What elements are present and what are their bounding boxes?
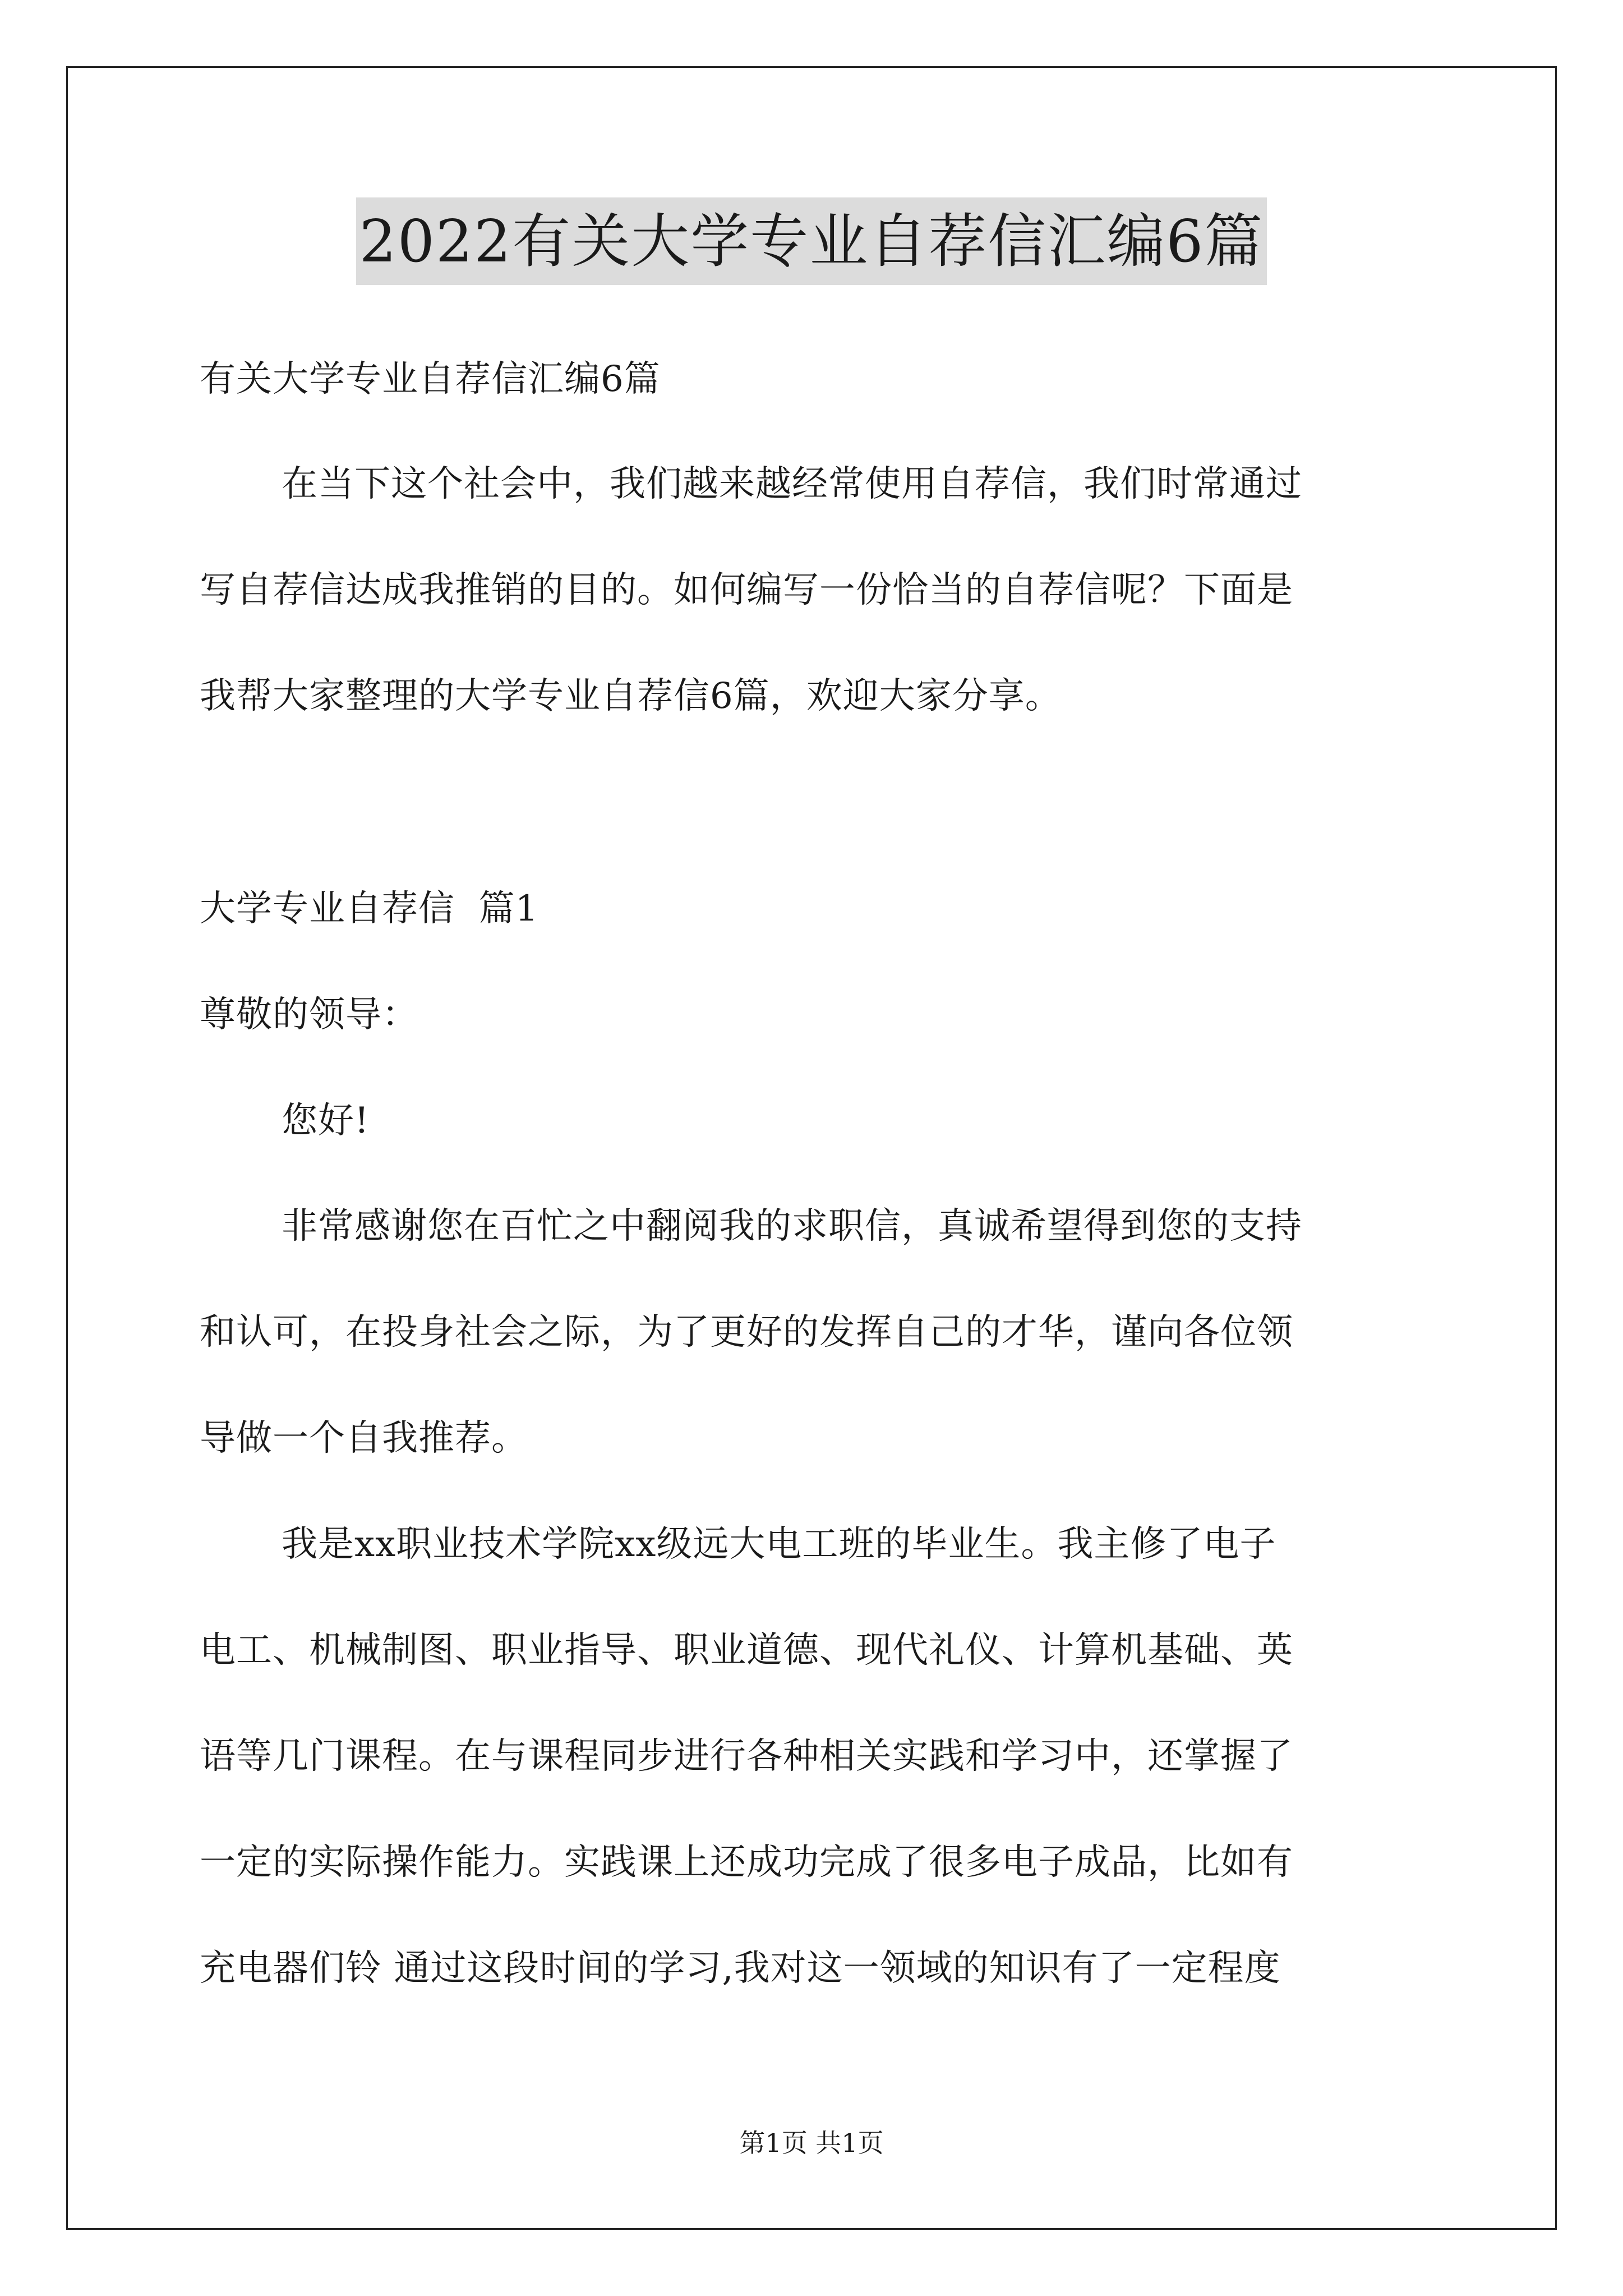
intro-line-2: 写自荐信达成我推销的目的。如何编写一份恰当的自荐信呢？下面是 <box>200 569 1293 611</box>
page-number: 第1页 共1页 <box>739 2128 884 2158</box>
title-container <box>0 197 1623 285</box>
greeting: 您好! <box>282 1100 370 1142</box>
intro-line-1: 在当下这个社会中，我们越来越经常使用自荐信，我们时常通过 <box>282 463 1302 505</box>
paragraph2-line-5: 充电器们铃 通过这段时间的学习,我对这一领域的知识有了一定程度 <box>200 1948 1281 1989</box>
paragraph2-line-4: 一定的实际操作能力。实践课上还成功完成了很多电子成品，比如有 <box>200 1842 1293 1883</box>
paragraph1-line-1: 非常感谢您在百忙之中翻阅我的求职信，真诚希望得到您的支持 <box>282 1205 1302 1247</box>
paragraph1-line-3: 导做一个自我推荐。 <box>200 1418 528 1459</box>
paragraph2-line-3: 语等几门课程。在与课程同步进行各种相关实践和学习中，还掌握了 <box>200 1736 1293 1777</box>
salutation: 尊敬的领导： <box>200 994 418 1036</box>
paragraph2-line-2: 电工、机械制图、职业指导、职业道德、现代礼仪、计算机基础、英 <box>200 1630 1293 1671</box>
document-subtitle: 有关大学专业自荐信汇编6篇 <box>200 358 661 400</box>
paragraph1-line-2: 和认可，在投身社会之际，为了更好的发挥自己的才华，谨向各位领 <box>200 1312 1293 1353</box>
document-title: 2022有关大学专业自荐信汇编6篇 <box>356 197 1267 285</box>
intro-line-3: 我帮大家整理的大学专业自荐信6篇，欢迎大家分享。 <box>200 675 1062 717</box>
section-heading: 大学专业自荐信 篇1 <box>200 888 539 930</box>
paragraph2-line-1: 我是xx职业技术学院xx级远大电工班的毕业生。我主修了电子 <box>282 1524 1276 1565</box>
